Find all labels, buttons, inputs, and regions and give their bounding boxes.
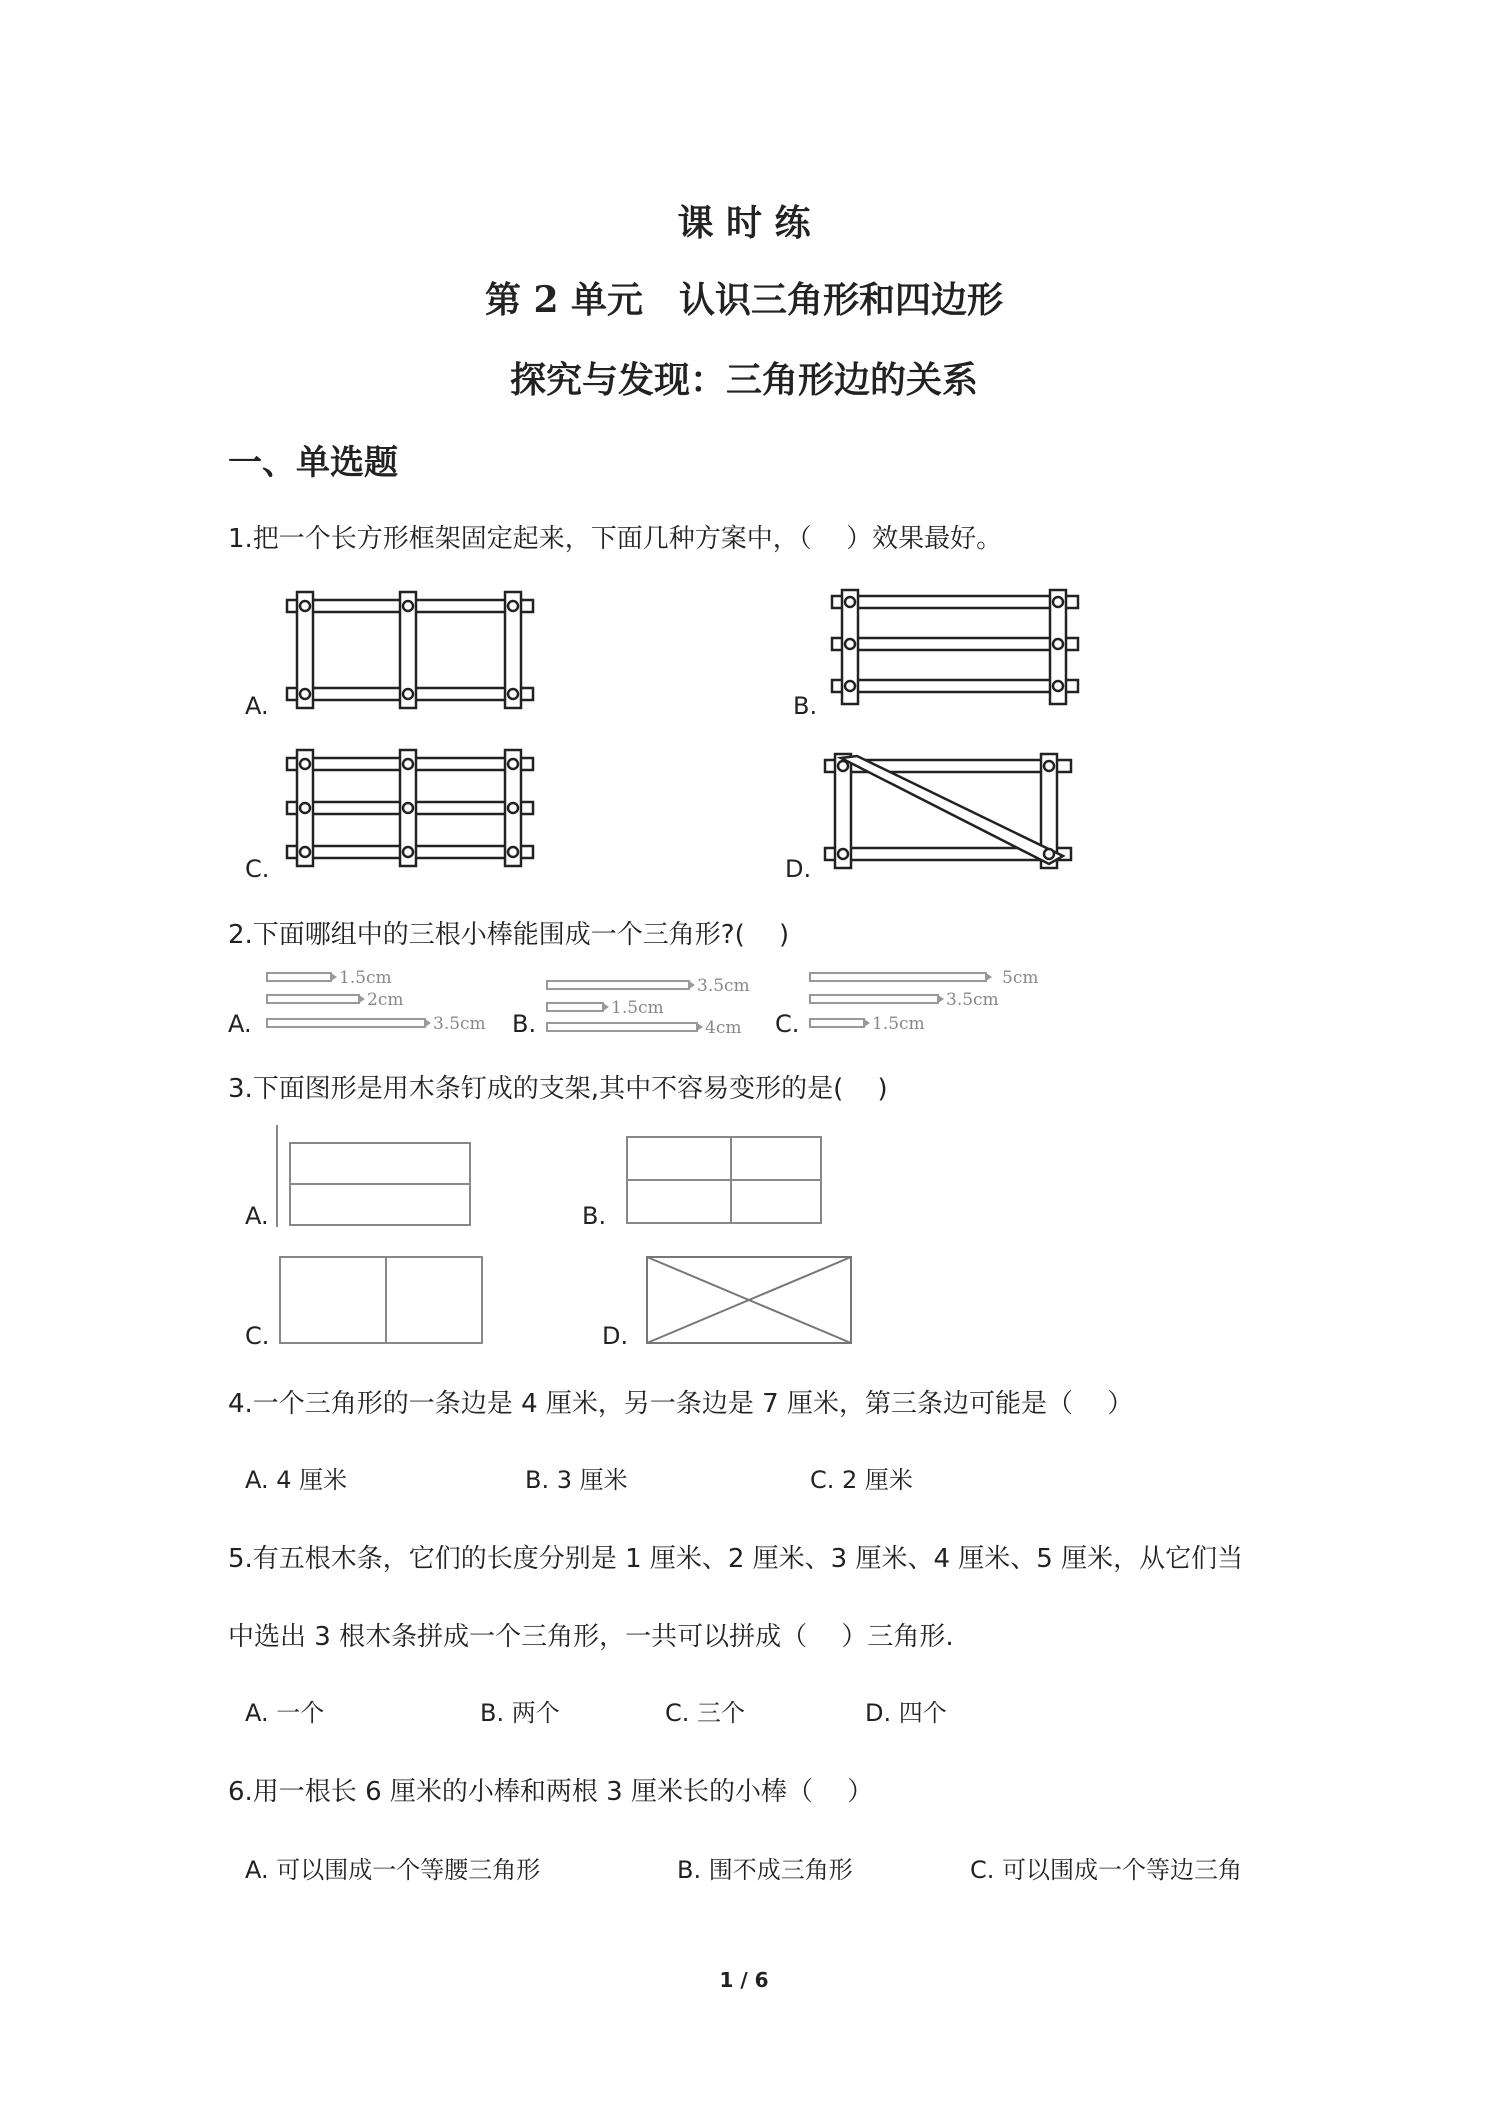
q3-frame-b — [625, 1135, 825, 1227]
q4-option-a: A. 4 厘米 — [245, 1466, 348, 1494]
q3-option-b-label: B. — [582, 1202, 607, 1230]
q6-option-b: B. 围不成三角形 — [677, 1856, 853, 1884]
q2-option-b-label: B. — [512, 1010, 537, 1038]
question-3: 3.下面图形是用木条钉成的支架,其中不容易变形的是( ) — [228, 1074, 888, 1104]
q6-option-a: A. 可以围成一个等腰三角形 — [245, 1856, 541, 1884]
question-5-line-2: 中选出 3 根木条拼成一个三角形，一共可以拼成（ ）三角形. — [228, 1622, 954, 1652]
q2-option-c-label: C. — [775, 1010, 800, 1038]
q3-frame-c — [278, 1255, 488, 1347]
q2-sticks-a — [265, 965, 505, 1037]
q2-a-stick-2-label: 2cm — [367, 990, 404, 1010]
q3-option-c-label: C. — [245, 1322, 270, 1350]
q2-c-stick-1-label: 5cm — [1002, 968, 1039, 988]
q6-option-c: C. 可以围成一个等边三角 — [970, 1856, 1243, 1884]
q2-option-a-label: A. — [228, 1010, 252, 1038]
q2-a-stick-3-label: 3.5cm — [433, 1014, 486, 1034]
section-title-single-choice: 一、单选题 — [228, 443, 398, 483]
q3-frame-a — [275, 1125, 475, 1227]
q1-frame-a — [285, 590, 535, 710]
q1-option-b-label: B. — [793, 692, 818, 720]
question-5-line-1: 5.有五根木条，它们的长度分别是 1 厘米、2 厘米、3 厘米、4 厘米、5 厘米，从它们当 — [228, 1544, 1244, 1574]
page-number: 1 / 6 — [719, 1968, 769, 1992]
q1-option-a-label: A. — [245, 692, 269, 720]
q4-option-c: C. 2 厘米 — [810, 1466, 913, 1494]
q5-option-b: B. 两个 — [480, 1699, 560, 1727]
q1-frame-b — [830, 588, 1080, 708]
question-1: 1.把一个长方形框架固定起来，下面几种方案中，（ ）效果最好。 — [228, 524, 1003, 554]
q2-b-stick-1-label: 3.5cm — [697, 976, 750, 996]
q2-sticks-b — [545, 975, 775, 1037]
unit-title: 第 2 单元 认识三角形和四边形 — [484, 279, 1004, 321]
q1-option-c-label: C. — [245, 855, 270, 883]
lesson-title: 探究与发现：三角形边的关系 — [509, 359, 978, 401]
q3-option-d-label: D. — [602, 1322, 629, 1350]
q1-frame-c — [285, 748, 535, 870]
q5-option-d: D. 四个 — [865, 1699, 947, 1727]
q2-c-stick-3-label: 1.5cm — [872, 1014, 925, 1034]
q2-b-stick-3-label: 4cm — [705, 1018, 742, 1038]
q1-option-d-label: D. — [785, 855, 812, 883]
q2-a-stick-1-label: 1.5cm — [339, 968, 392, 988]
q3-frame-d — [645, 1255, 855, 1347]
q3-option-a-label: A. — [245, 1202, 269, 1230]
question-4: 4.一个三角形的一条边是 4 厘米，另一条边是 7 厘米，第三条边可能是（ ） — [228, 1389, 1134, 1419]
q2-c-stick-2-label: 3.5cm — [946, 990, 999, 1010]
page-title: 课 时 练 — [677, 202, 811, 244]
q2-b-stick-2-label: 1.5cm — [611, 998, 664, 1018]
q2-sticks-c — [808, 965, 1058, 1037]
q5-option-a: A. 一个 — [245, 1699, 325, 1727]
q4-option-b: B. 3 厘米 — [525, 1466, 628, 1494]
question-2: 2.下面哪组中的三根小棒能围成一个三角形?( ) — [228, 920, 790, 950]
question-6: 6.用一根长 6 厘米的小棒和两根 3 厘米长的小棒（ ） — [228, 1777, 874, 1807]
q5-option-c: C. 三个 — [665, 1699, 746, 1727]
q1-frame-d — [823, 752, 1073, 874]
